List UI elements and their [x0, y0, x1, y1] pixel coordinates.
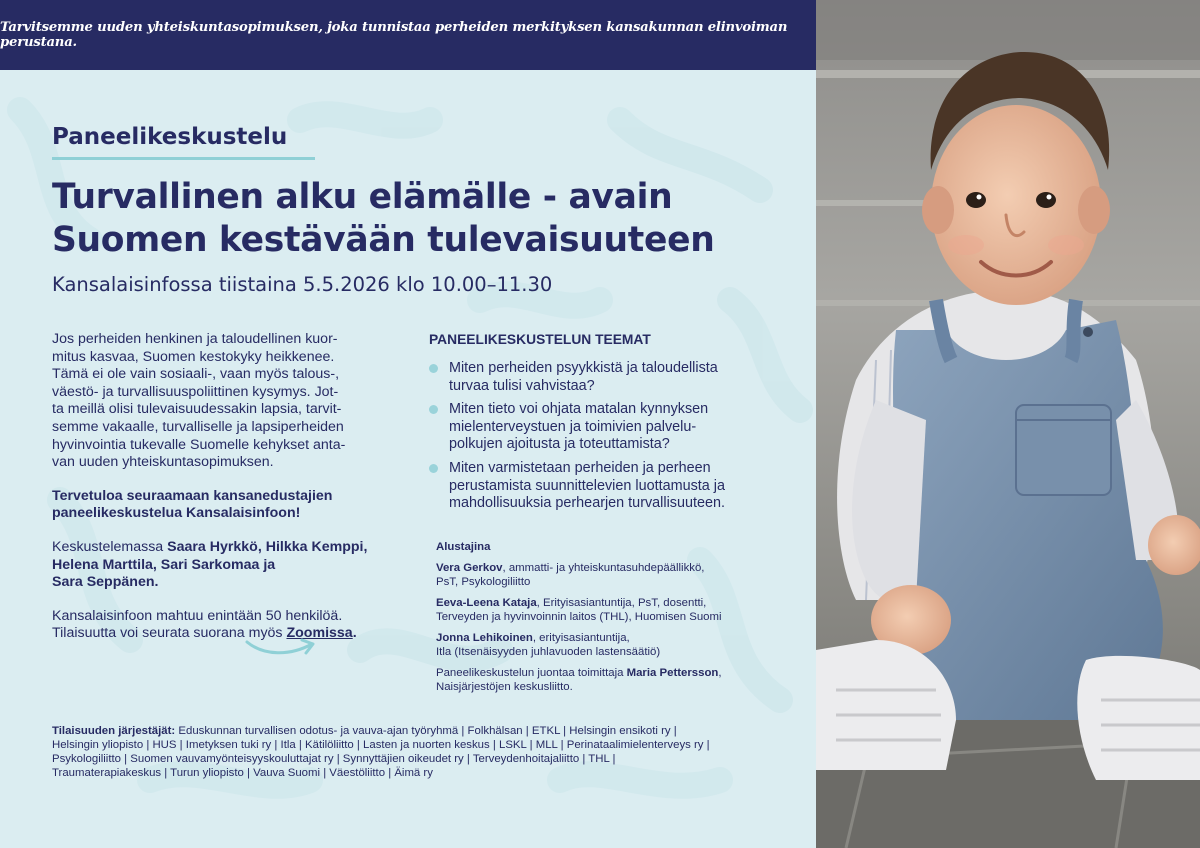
event-kicker: Paneelikeskustelu — [52, 124, 288, 150]
text-line: paneelikeskustelua Kansalaisinfoon! — [52, 505, 301, 522]
organizers-line: Traumaterapiakeskus | Turun yliopisto | Vauva Suomi | Väestöliitto | Äimä ry — [52, 766, 433, 779]
text-line: van uuden yhteiskuntasopimuksen. — [52, 454, 274, 471]
moderator-name: Maria Pettersson — [626, 667, 719, 679]
kicker-underline — [52, 157, 315, 160]
text-line: mahdollisuuksia perhearjen turvallisuuteen. — [449, 495, 725, 512]
organizers-footer — [52, 725, 787, 781]
panelist-names: Sara Seppänen. — [52, 574, 159, 591]
speaker-org: Itla (Itsenäisyyden juhlavuoden lastensäätiö) — [436, 646, 661, 658]
intro-paragraph — [52, 331, 397, 472]
text-line: Tervetuloa seuraamaan kansanedustajien — [52, 487, 333, 504]
speaker-role: , erityisasiantuntija, — [532, 632, 630, 644]
text-line: Miten tieto voi ohjata matalan kynnyksen — [449, 401, 709, 418]
text-line: turvaa tulisi vahvistaa? — [449, 377, 595, 394]
speakers-heading: Alustajina — [436, 541, 491, 553]
moderator-org: Naisjärjestöjen keskusliitto. — [436, 681, 573, 693]
organizers-label: Tilaisuuden järjestäjät: — [52, 725, 176, 737]
baby-illustration — [816, 0, 1200, 848]
top-banner — [0, 0, 816, 70]
themes-column — [429, 332, 799, 519]
organizers-line: Psykologiliitto | Suomen vauvamyönteisyyskouluttajat ry | Synnyttäjien oikeudet ry | Terveydenhoitajaliitto | THL | — [52, 752, 616, 765]
event-title — [52, 176, 772, 262]
text-line: mitus kasvaa, Suomen kestokyky heikkenee. — [52, 348, 335, 365]
text-line: ta meillä olisi tulevaisuudessakin lapsia, tarvit- — [52, 401, 342, 418]
event-date: Kansalaisinfossa tiistaina 5.5.2026 klo 10.00–11.30 — [52, 273, 553, 296]
speaker-org: PsT, Psykologiliitto — [436, 576, 531, 588]
baby-photo — [816, 0, 1200, 848]
text-line: polkujen ajoitusta ja toteuttamista? — [449, 436, 670, 453]
banner-tagline: Tarvitsemme uuden yhteiskuntasopimuksen, joka tunnistaa perheiden merkityksen kansakunnan elinvoiman perustana. — [0, 20, 788, 50]
list-item — [429, 401, 799, 454]
title-line: Turvallinen alku elämälle - avain — [52, 177, 673, 217]
organizers-line: Eduskunnan turvallisen odotus- ja vauva-ajan työryhmä | Folkhälsan | ETKL | Helsingin ensikoti ry | — [175, 725, 677, 737]
moderator-prefix: Paneelikeskustelun juontaa toimittaja — [436, 667, 627, 679]
bullet-dot-icon — [429, 364, 438, 373]
text-line: hyvinvointia tukevalle Suomelle kehykset anta- — [52, 436, 346, 453]
text-line: Miten perheiden psyykkistä ja taloudellista — [449, 360, 718, 376]
panelists-prefix: Keskustelemassa — [52, 538, 168, 555]
speaker-role: , ammatti- ja yhteiskuntasuhdepäällikkö, — [502, 562, 705, 574]
text-line: mielenterveystuen ja toimivien palvelu- — [449, 418, 697, 435]
curved-arrow-icon — [244, 634, 318, 658]
capacity-info — [52, 608, 397, 643]
themes-heading: PANEELIKESKUSTELUN TEEMAT — [429, 332, 651, 347]
intro-column — [52, 331, 397, 659]
stream-text: Tilaisuutta voi seurata suorana myös — [52, 625, 287, 642]
speaker-role: , Erityisasiantuntija, PsT, dosentti, — [536, 597, 707, 609]
speakers-section — [436, 540, 786, 701]
speaker-name: Jonna Lehikoinen — [436, 632, 533, 644]
text-line: Jos perheiden henkinen ja taloudellinen kuor- — [52, 331, 338, 347]
stream-suffix: . — [352, 625, 357, 642]
text-line: väestö- ja turvallisuuspoliittinen kysymys. Jot- — [52, 383, 339, 400]
speaker-org: Terveyden ja hyvinvoinnin laitos (THL), Huomisen Suomi — [436, 611, 722, 623]
speaker-name: Eeva-Leena Kataja — [436, 597, 537, 609]
list-item — [429, 360, 799, 395]
speaker-entry — [436, 631, 786, 659]
themes-list — [429, 360, 799, 513]
panelist-names: Saara Hyrkkö, Hilkka Kemppi, — [167, 538, 368, 555]
list-item — [429, 460, 799, 513]
capacity-line: Kansalaisinfoon mahtuu enintään 50 henkilöä. — [52, 607, 343, 624]
text-line: Miten varmistetaan perheiden ja perheen — [449, 459, 711, 476]
speaker-name: Vera Gerkov — [436, 562, 503, 574]
text-line: Tämä ei ole vain sosiaali-, vaan myös talous-, — [52, 366, 340, 383]
moderator-entry — [436, 666, 786, 694]
moderator-suffix: , — [718, 667, 722, 679]
speaker-entry — [436, 596, 786, 624]
organizers-line: Helsingin yliopisto | HUS | Imetyksen tuki ry | Itla | Kätilöliitto | Lasten ja nuorten keskus | LSKL | MLL | Perinataalimielenterveys ry | — [52, 738, 710, 751]
title-line: Suomen kestävään tulevaisuuteen — [52, 220, 715, 260]
bullet-dot-icon — [429, 464, 438, 473]
bullet-dot-icon — [429, 405, 438, 414]
zoom-link[interactable]: Zoomissa — [286, 625, 353, 642]
text-line: semme vakaalle, turvalliselle ja lapsiperheiden — [52, 418, 344, 435]
panelists — [52, 539, 397, 592]
panelist-names: Helena Marttila, Sari Sarkomaa ja — [52, 556, 276, 573]
welcome-text — [52, 488, 397, 523]
speaker-entry — [436, 561, 786, 589]
text-line: perustamista suunnittelevien luottamusta ja — [449, 477, 725, 494]
